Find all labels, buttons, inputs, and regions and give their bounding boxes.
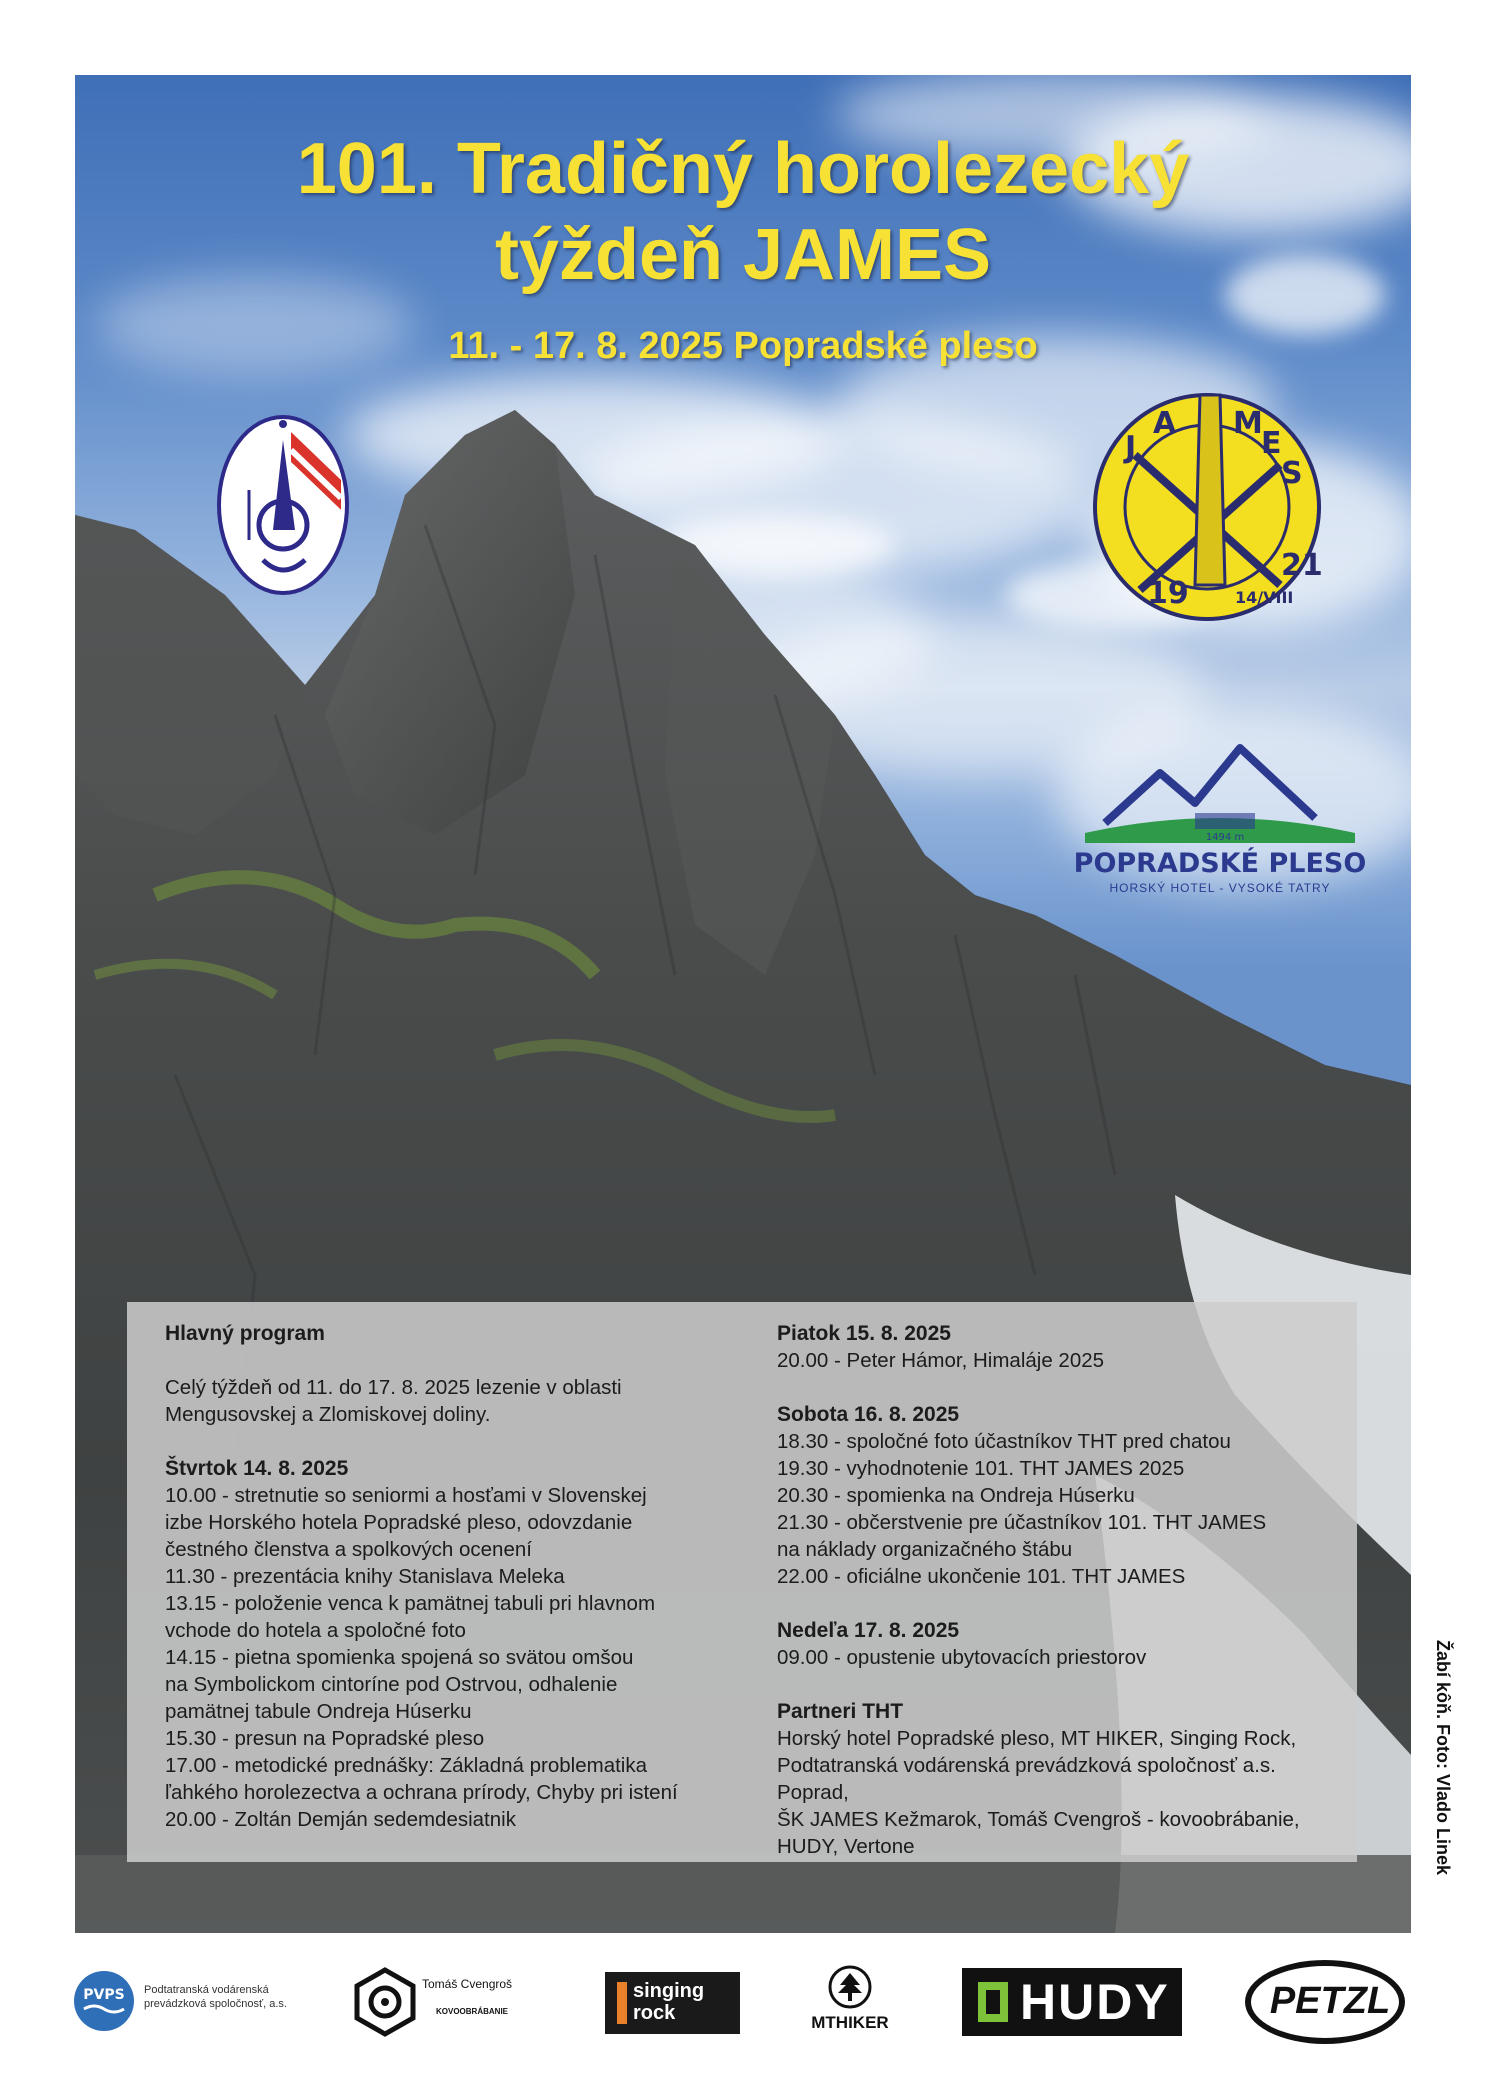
emblem-letter-e: E (1261, 426, 1282, 461)
mthiker-tree-icon (828, 1965, 872, 2009)
sponsor-mthiker (795, 1965, 905, 2040)
program-line: vchode do hotela a spoločné foto (165, 1619, 466, 1642)
pvps-badge-icon (72, 1969, 136, 2033)
sponsor-singing-rock (605, 1972, 740, 2034)
program-line: na Symbolickom cintoríne pod Ostrvou, odhalenie (165, 1673, 618, 1696)
mthiker-label: MTHIKER (811, 2013, 889, 2032)
program-line: 14.15 - pietna spomienka spojená so svätou omšou (165, 1646, 634, 1669)
program-gap (165, 1428, 725, 1455)
emblem-year-left: 19 (1147, 576, 1189, 611)
singing-rock-bar-icon (617, 1982, 627, 2024)
pvps-badge-text: PVPS (83, 1987, 125, 2003)
emblem-letter-j: J (1125, 430, 1137, 465)
program-gap (777, 1590, 1337, 1617)
program-line: Celý týždeň od 11. do 17. 8. 2025 lezenie v oblasti (165, 1376, 622, 1399)
pvps-line-1: Podtatranská vodárenská (144, 1984, 269, 1996)
program-heading: Sobota 16. 8. 2025 (777, 1403, 960, 1426)
program-line: 22.00 - oficiálne ukončenie 101. THT JAMES (777, 1565, 1186, 1588)
program-line: 20.30 - spomienka na Ondreja Húserku (777, 1484, 1135, 1507)
program-line: 15.30 - presun na Popradské pleso (165, 1727, 485, 1750)
program-heading: Štvrtok 14. 8. 2025 (165, 1457, 349, 1480)
program-line: ŠK JAMES Kežmarok, Tomáš Cvengroš - kovoobrábanie, (777, 1808, 1300, 1831)
program-gap (165, 1347, 725, 1374)
sponsor-hudy (962, 1968, 1182, 2036)
singing-rock-line-1: singing (633, 1980, 705, 2002)
program-line: ľahkého horolezectva a ochrana prírody, Chyby pri istení (165, 1781, 678, 1804)
program-line: 13.15 - položenie venca k pamätnej tabuli pri hlavnom (165, 1592, 656, 1615)
program-line: 09.00 - opustenie ubytovacích priestorov (777, 1646, 1147, 1669)
program-line: pamätnej tabule Ondreja Húserku (165, 1700, 472, 1723)
program-line: 18.30 - spoločné foto účastníkov THT pred chatou (777, 1430, 1231, 1453)
petzl-label: PETZL (1269, 1980, 1391, 2022)
program-heading: Nedeľa 17. 8. 2025 (777, 1619, 960, 1642)
program-line: 11.30 - prezentácia knihy Stanislava Meleka (165, 1565, 565, 1588)
program-line: čestného členstva a spolkových ocenení (165, 1538, 532, 1561)
program-line: 21.30 - občerstvenie pre účastníkov 101. THT JAMES (777, 1511, 1267, 1534)
program-line: Horský hotel Popradské pleso, MT HIKER, Singing Rock, (777, 1727, 1297, 1750)
program-gap (777, 1671, 1337, 1698)
program-heading: Hlavný program (165, 1322, 325, 1345)
popradske-pleso-name: POPRADSKÉ PLESO (1073, 848, 1367, 879)
cvengros-gear-icon (350, 1967, 420, 2037)
program-line: HUDY, Vertone (777, 1835, 915, 1858)
sponsor-cvengros (350, 1965, 530, 2045)
sponsor-petzl (1245, 1960, 1415, 2046)
program-line: na náklady organizačného štábu (777, 1538, 1073, 1561)
hudy-square-icon (978, 1982, 1008, 2022)
popradske-pleso-mountains-icon (1065, 743, 1375, 843)
sk-james-kezmarok-logo (213, 410, 353, 600)
program-line: Podtatranská vodárenská prevádzková spoločnosť a.s. Poprad, (777, 1754, 1276, 1804)
photo-credit: Žabí kôň. Foto: Vlado Linek (1433, 1640, 1453, 1876)
hudy-label: HUDY (1020, 1974, 1170, 2030)
popradske-pleso-tagline: HORSKÝ HOTEL - VYSOKÉ TATRY (1109, 881, 1331, 895)
program-line: izbe Horského hotela Popradské pleso, odovzdanie (165, 1511, 633, 1534)
program-heading: Piatok 15. 8. 2025 (777, 1322, 951, 1345)
sponsor-pvps (72, 1965, 302, 2035)
emblem-letter-m: M (1233, 406, 1263, 441)
singing-rock-line-2: rock (633, 2002, 676, 2024)
program-line: 17.00 - metodické prednášky: Základná problematika (165, 1754, 648, 1777)
program-column-right (777, 1320, 1337, 1860)
james-1921-emblem (1085, 385, 1330, 630)
pvps-line-2: prevádzková spoločnosť, a.s. (144, 1998, 287, 2010)
program-line: Mengusovskej a Zlomiskovej doliny. (165, 1403, 491, 1426)
program-gap (777, 1374, 1337, 1401)
program-line: 20.00 - Peter Hámor, Himaláje 2025 (777, 1349, 1105, 1372)
emblem-letter-s: S (1281, 456, 1303, 491)
program-column-left (165, 1320, 725, 1833)
poster-background (75, 75, 1411, 1933)
title-line-1: 101. Tradičný horolezecký (296, 129, 1190, 209)
event-dates-location: 11. - 17. 8. 2025 Popradské pleso (448, 325, 1038, 367)
program-line: 20.00 - Zoltán Demján sedemdesiatnik (165, 1808, 516, 1831)
emblem-year-right: 21 (1281, 548, 1323, 583)
emblem-date: 14/VIII (1235, 588, 1294, 607)
program-line: 10.00 - stretnutie so seniormi a hosťami v Slovenskej (165, 1484, 647, 1507)
title-line-2: týždeň JAMES (494, 215, 992, 295)
program-heading: Partneri THT (777, 1700, 904, 1723)
altitude-label: 1494 m (1205, 832, 1245, 843)
popradske-pleso-logo (1065, 743, 1375, 913)
emblem-letter-a: A (1153, 406, 1177, 441)
program-line: 19.30 - vyhodnotenie 101. THT JAMES 2025 (777, 1457, 1185, 1480)
cvengros-subtitle: KOVOOBRÁBANIE (436, 2007, 509, 2016)
cvengros-name: Tomáš Cvengroš (422, 1977, 513, 1991)
program-panel (127, 1302, 1357, 1862)
